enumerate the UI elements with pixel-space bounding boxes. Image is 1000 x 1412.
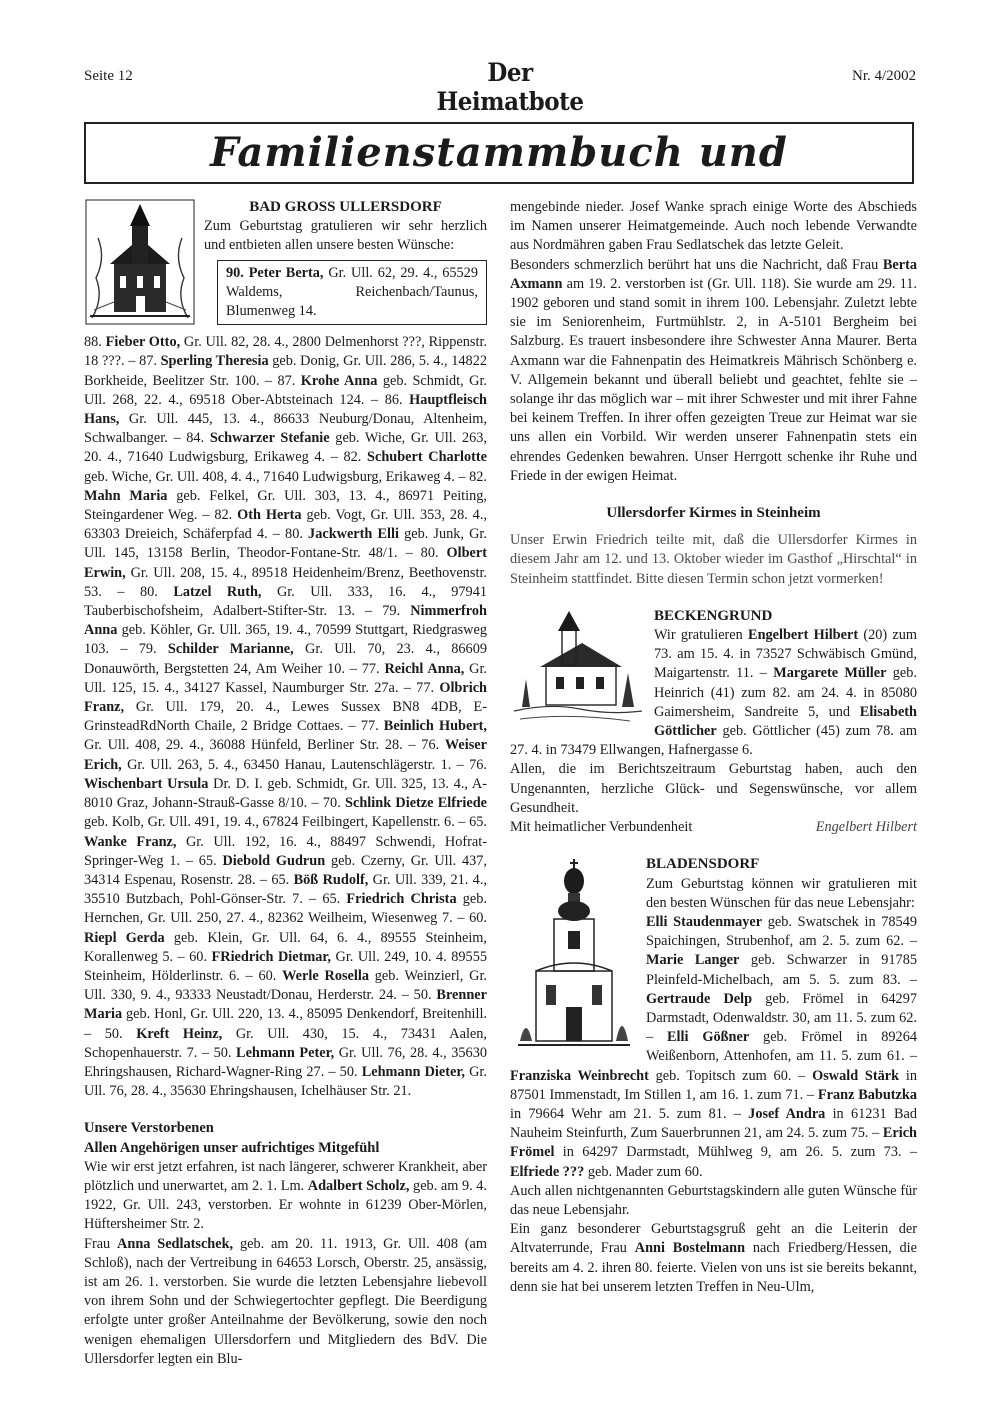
birthday-list: 88. Fieber Otto, Gr. Ull. 82, 28. 4., 2800 Delmenhorst ???, Rippenstr. 18 ???. – 87. Sperling Theresia geb. Donig, Gr. Ull. 286, 5. 4., 14822 Borkheide, Beelitzer Str. 100. – 87. Krohe Anna geb. Schmidt, Gr. Ull. 268, 22. 4., 69518 Ober-Abtsteinach 124. – 86. Hauptfleisch Hans, Gr. Ull. 445, 13. 4., 86633 Neuburg/Donau, Altenheim, Schwalbanger. – 84. Schwarzer Stefanie geb. Wiche, Gr. Ull. 263, 20. 4., 71640 Ludwigsburg, Erikaweg 4. – 82. Schubert Charlotte geb. Wiche, Gr. Ull. 408, 4. 4., 71640 Ludwigsburg, Erikaweg 4. – 82. Mahn Maria geb. Felkel, Gr. Ull. 303, 13. 4., 86971 Peiting, Steingardener Weg. – 82. Oth Herta geb. Vogt, Gr. Ull. 353, 28. 4., 63303 Dreieich, Schäferpfad 4. – 80. Jackwerth Elli geb. Junk, Gr. Ull. 145, 13158 Berlin, Theodor-Fontane-Str. 48/1. – 80. Olbert Erwin, Gr. Ull. 208, 15. 4., 89518 Heidenheim/Brenz, Beethovenstr. 53. – 80. Latzel Ruth, Gr. Ull. 333, 16. 4., 97941 Tauberbischofsheim, Adalbert-Stifter-Str. 13. – 79. Nimmerfroh Anna geb. Köhler, Gr. Ull. 365, 19. 4., 70599 Stuttgart, Riedgrasweg 103. – 79. Schilder Marianne, Gr. Ull. 70, 23. 4., 86609 Donauwörth, Bergstetten 24, Am Weiher 10. – 77. Reichl Anna, Gr. Ull. 125, 15. 4., 34127 Kassel, Naumburger Str. 27a. – 77. Olbrich Franz, Gr. Ull. 179, 20. 4., Lewes Sussex BN8 4DB, E-GrinsteadRdNorth Chaile, 2 Bridge Cottaes. – 77. Beinlich Hubert, Gr. Ull. 408, 29. 4., 36088 Hünfeld, Berliner Str. 28. – 76. Weiser Erich, Gr. Ull. 263, 5. 4., 63450 Hanau, Lautenschlägerstr. 1. – 76. Wischenbart Ursula Dr. D. I. geb. Schmidt, Gr. Ull. 325, 13. 4., A-8010 Graz, Johann-Strauß-Gasse 8/10. – 70. Schlink Dietze Elfriede geb. Kolb, Gr. Ull. 491, 19. 4., 67824 Feilbingert, Kapellenstr. 6. – 65. Wanke Franz, Gr. Ull. 192, 16. 4., 88497 Schwendi, Hofrat-Springer-Weg 1. – 65. Diebold Gudrun geb. Czerny, Gr. Ull. 437, 34314 Espenau, Rosenstr. 28. – 65. Böß Rudolf, Gr. Ull. 339, 21. 4., 35510 Butzbach, Pohl-Gönser-Str. 7. – 65. Friedrich Christa geb. Hernchen, Gr. Ull. 250, 27. 4., 82362 Weilheim, Wiesenweg 7. – 60. Riepl Gerda geb. Klein, Gr. Ull. 64, 6. 4., 89555 Steinheim, Korallenweg 5. – 60. FRiedrich Dietmar, Gr. Ull. 249, 10. 4. 89555 Steinheim, Hölderlinstr. 6. – 60. Werle Rosella geb. Weinzierl, Gr. Ull. 330, 9. 4., 93333 Neustadt/Donau, Herderstr. 24. – 50. Brenner Maria geb. Honl, Gr. Ull. 220, 13. 4., 85095 Denkendorf, Breitenhill. – 50. Kreft Heinz, Gr. Ull. 430, 15. 4., 73431 Aalen, Schopenhauerstr. 7. – 50. Lehmann Peter, Gr. Ull. 76, 28. 4., 35630 Ehringshausen, Richard-Wagner-Ring 27. – 50. Lehmann Dieter, Gr. Ull. 76, 28. 4., 35630 Ehringshausen, Ichelhäuser Str. 21. <box>84 334 488 1100</box>
left-column <box>84 198 487 1369</box>
continued-paragraph-2: Besonders schmerzlich berührt hat uns die Nachricht, daß Frau Berta Axmann am 19. 2. verstorben ist (Gr. Ull. 118). Sie wurde am 29. 11. 1902 geboren und stand somit in ihrem 100. Lebensjahr. Zuletzt lebte sie im Seniorenheim, Furtmühlstr. 2, in A-5101 Bergheim bei Salzburg. Es trauert insbesondere ihre Schwester Anna Maurer. Berta Axmann war die Fahnenpatin des Heimatkreis Mährisch Schönberg e. V. Allgemein bekannt und überall beliebt und geachtet, fehlte sie – solange ihr das möglich war – mit ihrer Schwester und mit ihrer Fahne bei keinem Treffen. In ihrer offen gezeigten Treue zur Heimat war sie uns allen ein Vorbild. Wir werden unserer Fahnenpatin stets ein ehrendes Gedenken bewahren. Unser Herrgott schenke ihr Ruhe und Friede in der ewigen Heimat. <box>510 256 917 484</box>
intro-text: Zum Geburtstag gratulieren wir sehr herzlich und entbieten allen unsere besten Wünsche: <box>204 218 487 254</box>
church-icon <box>84 198 196 326</box>
bladensdorf-title: BLADENSDORF <box>646 856 760 873</box>
bladensdorf-list: Elli Staudenmayer geb. Swatschek in 78549 Spaichingen, Strubenhof, am 2. 5. zum 62. – Marie Langer geb. Schwarzer in 91785 Pleinfeld-Michelbach, am 5. 5. zum 83. – Gertraude Delp geb. Frömel in 64297 Darmstadt, Odenwaldstr. 30, am 11. 5. zum 62. – Elli Gößner geb. Frömel in 89264 Weißenborn, Attenhofen, am 11. 5. zum 61. – Franziska Weinbrecht geb. Topitsch zum 60. – Oswald Stärk in 87501 Immenstadt, Im Stillen 1, am 16. 1. zum 71. – Franz Babutzka in 79664 Wehr am 21. 5. zum 81. – Josef Andra in 61231 Bad Nauheim Steinfurth, Zum Sauerbrunnen 21, am 24. 5. zum 75. – Erich Frömel in 64297 Darmstadt, Mühlweg 9, am 26. 5. zum 73. – Elfriede ??? geb. Mader zum 60. <box>510 913 918 1180</box>
bladensdorf-paragraph-3: Ein ganz besonderer Geburtstagsgruß geht an die Leiterin der Altvaterrunde, Frau Anni Bostelmann nach Friedberg/Hessen, die bereits am 4. 2. ihren 80. feierte. Vielen von uns ist sie bereits bekannt, denn sie hat bei unserem letzten Treffen in Neu-Ulm, <box>510 1221 918 1295</box>
deceased-subtitle: Allen Angehörigen unser aufrichtiges Mitgefühl <box>84 1139 380 1156</box>
title-banner <box>84 122 914 184</box>
page-title: Familienstammbuch und <box>210 129 788 176</box>
chapel-icon <box>510 607 646 727</box>
masthead-logo: Der Heimatbote <box>436 58 584 116</box>
kirmes-title: Ullersdorfer Kirmes in Steinheim <box>606 505 821 522</box>
beckengrund-title: BECKENGRUND <box>654 607 773 624</box>
church-illustration-bladensdorf <box>510 855 638 1055</box>
deceased-paragraph-1: Wie wir erst jetzt erfahren, ist nach längerer, schwerer Krankheit, aber plötzlich und unerwartet, am 2. 1. Lm. Adalbert Scholz, geb. am 9. 4. 1922, Gr. Ull. 243, verstorben. Er wohnte in 61239 Ober-Mörlen, Hüftersheimer Str. 2. <box>84 1158 487 1233</box>
bladensdorf-intro: Zum Geburtstag können wir gratulieren mit den besten Wünschen für das neue Lebensjahr: <box>646 875 917 911</box>
signature-row <box>510 818 917 837</box>
right-column <box>510 198 917 1297</box>
baroque-church-icon <box>510 855 638 1055</box>
boxed-name: 90. Peter Berta, <box>226 264 324 281</box>
deceased-paragraph-2: Frau Anna Sedlatschek, geb. am 20. 11. 1913, Gr. Ull. 408 (am Schloß), nach der Vertreibung in 64653 Lorsch, Oberstr. 25, ansässig, ist am 26. 1. verstorben. Sie wurde die letzten Lebensjahre liebevoll von ihrem Sohn und der Schwiegertochter gepflegt. Die Beerdigung erfolgte unter großer Anteilnahme der Bevölkerung, sowie den noch wenigen ehemaligen Ullersdorfern und Mitgliedern des BdV. Die Ullersdorfer legten ein Blu- <box>84 1235 488 1367</box>
church-illustration-ullersdorf <box>84 198 196 326</box>
deceased-title: Unsere Verstorbenen <box>84 1120 214 1137</box>
section-title-bad-gross-ullersdorf: BAD GROSS ULLERSDORF <box>249 199 442 215</box>
kirmes-text: Unser Erwin Friedrich teilte mit, daß die Ullersdorfer Kirmes in diesem Jahr am 12. und 13. Oktober wieder im Gasthof „Hirschtal“ in Steinheim stattfindet. Bitte diesen Termin schon jetzt vormerken! <box>510 532 917 587</box>
beckengrund-wish: Allen, die im Berichtszeitraum Geburtstag haben, auch den Ungenannten, herzliche Glück- und Segenswünsche, vor allem Gesundheit. <box>510 761 917 816</box>
continued-paragraph-1: mengebinde nieder. Josef Wanke sprach einige Worte des Abschieds im Namen unserer Heimatgemeinde. Auch noch lebende Verwandte aus Nordmähren gaben Frau Sedlatschek das letzte Geleit. <box>510 199 917 254</box>
issue-number: Nr. 4/2002 <box>852 68 917 84</box>
page-number: Seite 12 <box>84 68 133 84</box>
signature: Engelbert Hilbert <box>815 819 917 836</box>
closing-line: Mit heimatlicher Verbundenheit <box>510 819 693 836</box>
bladensdorf-paragraph-2: Auch allen nichtgenannten Geburtstagskindern alle guten Wünsche für das neue Lebensjahr. <box>510 1182 917 1218</box>
boxed-address: Gr. Ull. 62, 29. 4., 65529 Waldems, Reichenbach/Taunus, Blumenweg 14. <box>226 264 478 320</box>
highlight-box <box>217 260 487 326</box>
church-illustration-beckengrund <box>510 607 646 727</box>
beckengrund-text: Wir gratulieren Engelbert Hilbert (20) zum 73. am 15. 4. in 73527 Schwäbisch Gmünd, Maigartenstr. 11. – Margarete Müller geb. Heinrich (41) zum 82. am 24. 4. in 85080 Gaimersheim, Sandreite 5, und Elisabeth Göttlicher geb. Göttlicher (45) zum 78. am 27. 4. in 73479 Ellwangen, Hafnergasse 6. <box>510 627 917 759</box>
